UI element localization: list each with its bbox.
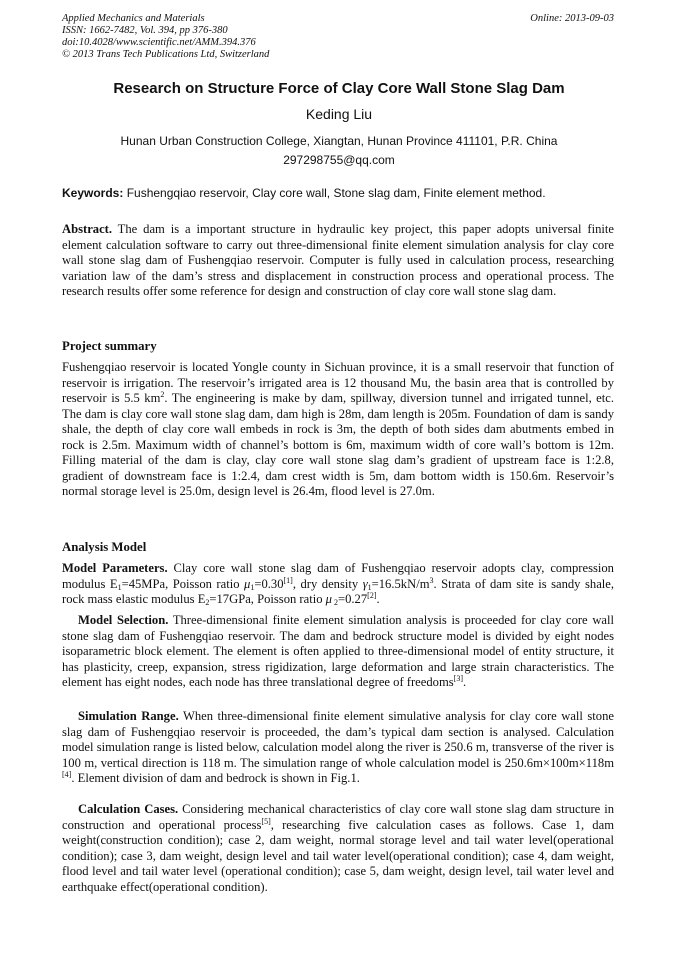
author-email: 297298755@qq.com bbox=[283, 153, 395, 167]
online-date: Online: 2013-09-03 bbox=[530, 13, 614, 24]
abstract-label: Abstract. bbox=[62, 222, 113, 236]
doi-line: doi:10.4028/www.scientific.net/AMM.394.376 bbox=[62, 37, 256, 48]
model-parameters: Model Parameters. Clay core wall stone slag dam of Fushengqiao reservoir adopts clay, compression modulus $E_1=45MPa$, Poisson ratio $\mu_1=0.30[1]$, dry density $\gamma_1=16.5kN/m^3$. Strata of dam site is sandy shale, rock mass elastic modulus $E_2=17GPa$, Poisson ratio μ $_2$=0.27[2]. bbox=[62, 561, 615, 607]
project-summary-text: Fushengqiao reservoir is located Yongle county in Sichuan province, it is a small reservoir that function of reservoir is irrigation. The reservoir’s irrigated area is 12 thousand Mu, the basin area that is controlled by reservoir is 5.5 $km^2$. The engineering is make by dam, spillway, diversion tunnel and irrigated tunnel, etc. The dam is clay core wall stone slag dam, dam high is 28m, dam length is 205m. Foundation of dam is sandy shale, the depth of clay core wall embeds in rock is 3m, the depth of both sides dam abutments embed in rock is 2.5m. Maximum width of channel’s bottom is 6m, maximum width of core wall’s bottom is 12m. Filling material of the dam is clay, clay core wall stone slag dam’s gradient of upstream face is 1:2.8, gradient of downstream face is 1:2.4, dam crest width is 5m, dam bottom width is 150.6m. Reservoir’s normal storage level is 25.0m, design level is 26.4m, flood level is 27.0m. bbox=[62, 360, 615, 498]
paper-title: Research on Structure Force of Clay Core Wall Stone Slag Dam bbox=[113, 80, 565, 97]
abstract bbox=[62, 222, 614, 300]
simulation-range: Simulation Range. When three-dimensional finite element simulative analysis for clay core wall stone slag dam of Fushengqiao reservoir is proceeded, the dam’s typical dam section is analysed. Calculation model simulation range is listed below, calculation model along the river is 250.6 m, transverse of the river is 100 m, vertical direction is 118 m. The simulation range of whole calculation model is 250.6m×100m×118m [4]. Element division of dam and bedrock is shown in Fig.1. bbox=[62, 709, 614, 785]
section-heading-project: Project summary bbox=[62, 339, 157, 353]
issn-line: ISSN: 1662-7482, Vol. 394, pp 376-380 bbox=[62, 25, 228, 36]
keywords-text: Fushengqiao reservoir, Clay core wall, Stone slag dam, Finite element method. bbox=[123, 186, 546, 200]
journal-name: Applied Mechanics and Materials bbox=[62, 13, 205, 24]
author-name: Keding Liu bbox=[305, 106, 373, 122]
author-affiliation: Hunan Urban Construction College, Xiangtan, Hunan Province 411101, P.R. China bbox=[120, 134, 558, 148]
calculation-cases: Calculation Cases. Considering mechanical characteristics of clay core wall stone slag dam structure in construction and operational process[5], researching five calculation cases as follows. Case 1, dam weight(construction condition); case 2, dam weight, normal storage level and tail water level(operational condition); case 3, dam weight, design level and tail water level(operational condition); case 4, dam weight, flood level and tail water level (operational condition); case 5, dam weight, design level, tail water level and earthquake effect(operational condition). bbox=[62, 802, 614, 894]
section-heading-analysis: Analysis Model bbox=[62, 540, 147, 554]
abstract-text: The dam is a important structure in hydraulic key project, this paper adopts universal finite element calculation software to carry out three-dimensional finite element simulation analysis for clay core wall stone slag dam of Fushengqiao reservoir. Computer is fully used in calculation process, researching variation law of the dam’s stress and displacement in construction process and operational process. The research results offer some reference for design and construction of clay core wall stone slag dam. bbox=[62, 222, 614, 298]
model-selection: Model Selection. Three-dimensional finite element simulation analysis is proceeded for clay core wall stone slag dam of Fushengqiao reservoir. The dam and bedrock structure model is divided by eight nodes isoparametric block element. The element is often applied to three-dimensional model of entity structure, it has plasticity, creep, expansion, stress rigidization, large deformation and large strain characteristics. The element has eight nodes, each node has three translational degree of freedoms[3]. bbox=[62, 613, 615, 689]
copyright-line: © 2013 Trans Tech Publications Ltd, Switzerland bbox=[62, 49, 270, 60]
journal-header bbox=[62, 13, 614, 61]
keywords bbox=[62, 186, 614, 200]
keywords-label: Keywords: bbox=[62, 186, 124, 200]
